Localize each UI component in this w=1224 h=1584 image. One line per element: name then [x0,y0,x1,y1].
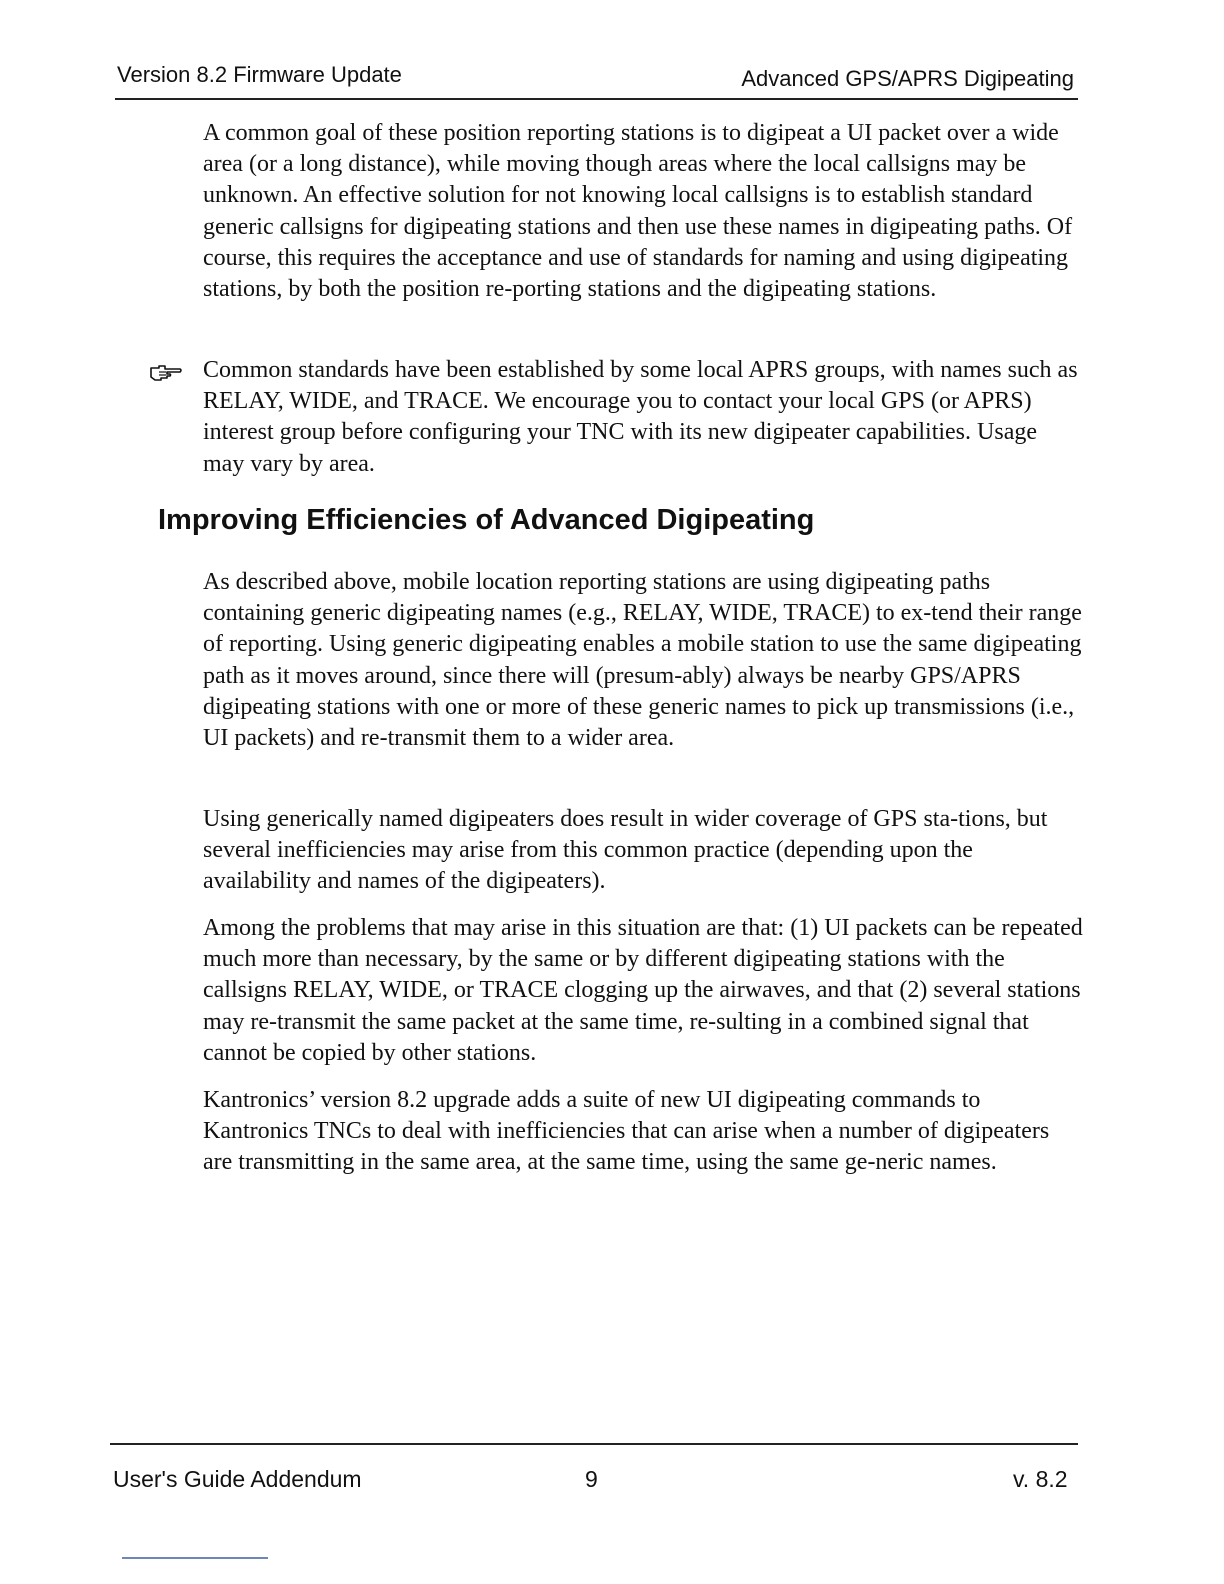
paragraph-problems: Among the problems that may arise in this situation are that: (1) UI packets can be repeated much more than necessary, by the same or by different digipeating stations with the callsigns RELAY, WIDE, or TRACE clogging up the airwaves, and that (2) several stations may re-transmit the same packet at the same time, re-sulting in a combined signal that cannot be copied by other stations. [203,915,1083,1066]
paragraph-generic-digipeating: As described above, mobile location reporting stations are using digipeating paths containing generic digipeating names (e.g., RELAY, WIDE, TRACE) to ex-tend their range of reporting. Using generic digipeating enables a mobile station to use the same digipeating path as it moves around, since there will (presum-ably) always be nearby GPS/APRS digipeating stations with one or more of these generic names to pick up transmissions (i.e., UI packets) and re-transmit them to a wider area. [203,569,1082,752]
page-number: 9 [585,1466,598,1492]
paragraph-kantronics-upgrade: Kantronics’ version 8.2 upgrade adds a suite of new UI digipeating commands to Kantronics TNCs to deal with inefficiencies that can arise when a number of digipeaters are transmitting in the same area, at the same time, using the same ge-neric names. [203,1087,1050,1176]
pointing-hand-icon [149,362,183,382]
scan-mark [122,1557,268,1559]
header-title-right: Advanced GPS/APRS Digipeating [741,66,1074,91]
section-heading: Improving Efficiencies of Advanced Digipeating [158,504,815,536]
footer-rule [110,1443,1078,1445]
footer-guide-title: User's Guide Addendum [113,1466,362,1492]
note-common-standards: Common standards have been established by some local APRS groups, with names such as RELAY, WIDE, and TRACE. We encourage you to contact your local GPS (or APRS) interest group before configuring your TNC with its new digipeater capabilities. Usage may vary by area. [203,357,1078,477]
page-header [115,58,1078,100]
paragraph-position-reporting: A common goal of these position reporting stations is to digipeat a UI packet over a wide area (or a long distance), while moving though areas where the local callsigns may be unknown. An effective solution for not knowing local callsigns is to establish standard generic callsigns for digipeating stations and then use these names in digipeating paths. Of course, this requires the acceptance and use of standards for naming and using digipeating stations, by both the position re-porting stations and the digipeating stations. [203,120,1073,303]
header-title-left: Version 8.2 Firmware Update [117,62,402,87]
paragraph-wider-coverage: Using generically named digipeaters does result in wider coverage of GPS sta-tions, but several inefficiencies may arise from this common practice (depending upon the availability and names of the digipeaters). [203,806,1048,895]
footer-version: v. 8.2 [1013,1466,1068,1492]
